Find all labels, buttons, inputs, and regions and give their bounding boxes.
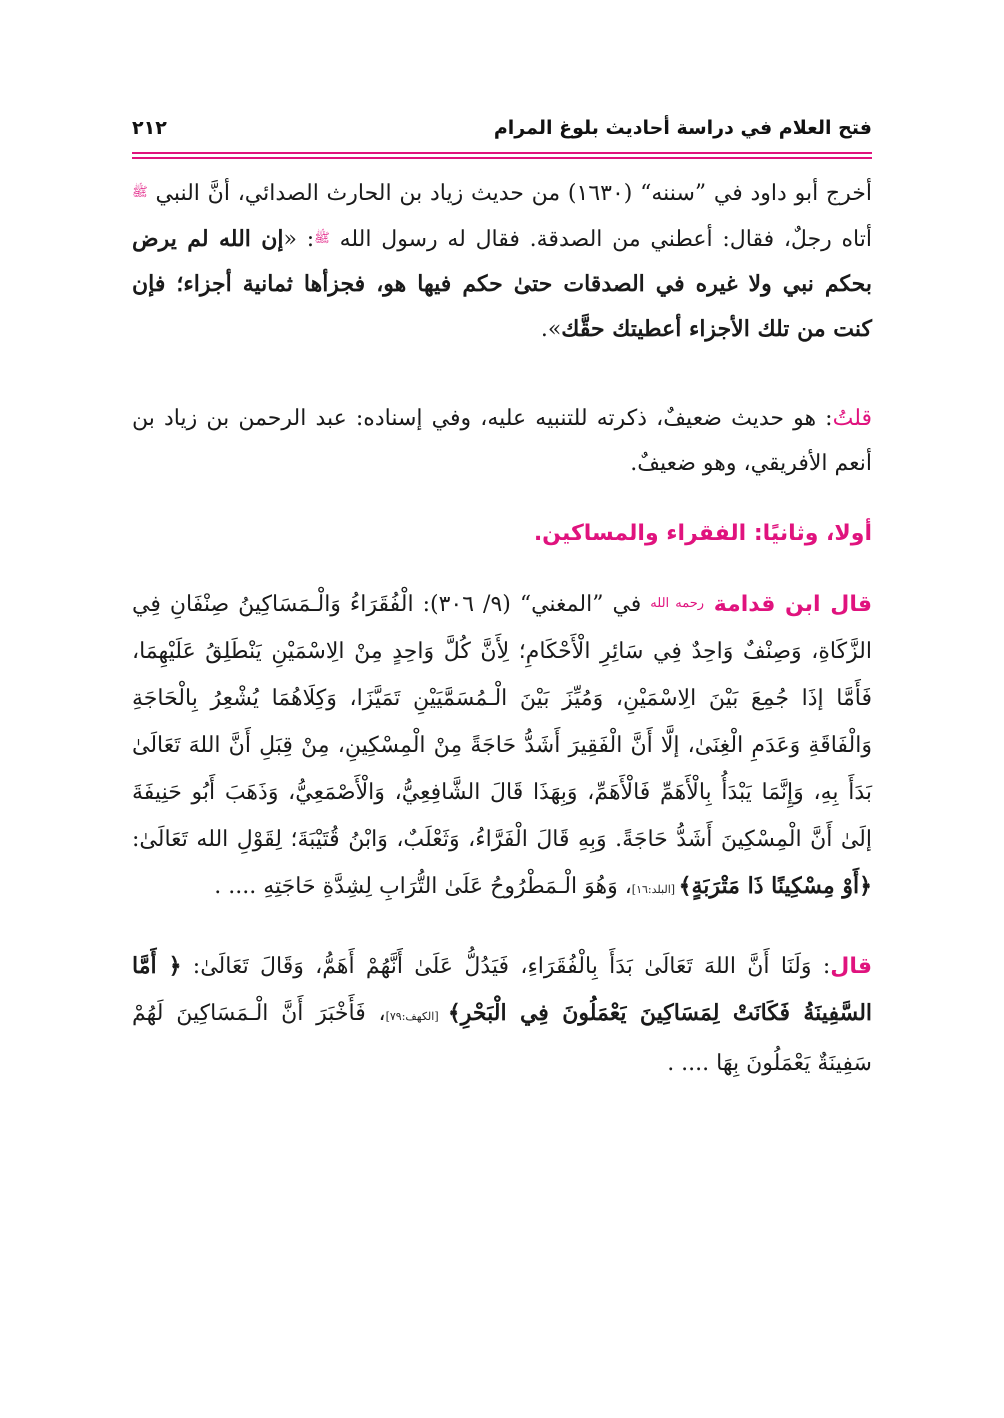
running-header bbox=[132, 110, 872, 146]
book-title: فتح العلام في دراسة أحاديث بلوغ المرام bbox=[493, 117, 872, 139]
hadith-text-2: أتاه رجلٌ، فقال: أعطني من الصدقة. فقال له رسول الله bbox=[329, 227, 872, 252]
verse-reference: [الكهف:٧٩] bbox=[385, 1010, 448, 1023]
hadith-quote: إن الله لم يرض بحكم نبي ولا غيره في الصدقات حتىٰ حكم فيها هو، فجزأها ثمانية أجزاء؛ فإن كنت من تلك الأجزاء أعطيتك حقَّك bbox=[132, 226, 872, 342]
page-body bbox=[132, 170, 872, 1087]
header-rule-bottom bbox=[132, 157, 872, 159]
speaker-label: قال ابن قدامة bbox=[704, 592, 873, 617]
grading-paragraph bbox=[132, 396, 872, 486]
verse-reference: [البلد:١٦] bbox=[631, 883, 679, 896]
hadith-paragraph bbox=[132, 170, 872, 352]
hadith-text-3: : « bbox=[283, 227, 315, 252]
salutation-mark: ﷺ bbox=[132, 185, 148, 200]
quote-text-1: في ”المغني“ (٩/ ٣٠٦): الْفُقَرَاءُ وَالْـمَسَاكِينُ صِنْفَانِ فِي الزَّكَاةِ، وَصِنْفٌ وَاحِدٌ فِي سَائِرِ الْأَحْكَامِ؛ لِأَنَّ كُلَّ وَاحِدٍ مِنْ الِاسْمَيْنِ يَنْطَلِقُ عَلَيْهِمَا، فَأَمَّا إذَا جُمِعَ بَيْنَ الِاسْمَيْنِ، وَمُيِّزَ بَيْنَ الْـمُسَمَّيَيْنِ تَمَيَّزَا، وَكِلَاهُمَا يُشْعِرُ بِالْحَاجَةِ وَالْفَاقَةِ وَعَدَمِ الْغِنَىٰ، إلَّا أَنَّ الْفَقِيرَ أَشَدُّ حَاجَةً مِنْ الْمِسْكِينِ، مِنْ قِبَلِ أَنَّ اللهَ تَعَالَىٰ بَدَأَ بِهِ، وَإِنَّمَا يَبْدَأُ بِالْأَهَمِّ فَالْأَهَمِّ، وَبِهَذَا قَالَ الشَّافِعِيُّ، وَالْأَصْمَعِيُّ، وَذَهَبَ أَبُو حَنِيفَةَ إلَىٰ أَنَّ الْمِسْكِينَ أَشَدُّ حَاجَةً. وَبِهِ قَالَ الْفَرَّاءُ، وَثَعْلَبٌ، وَابْنُ قُتَيْبَةَ؛ لِقَوْلِ الله تَعَالَىٰ: bbox=[132, 592, 872, 852]
qult-label: قلتُ bbox=[832, 406, 872, 431]
grading-text: : هو حديث ضعيفٌ، ذكرته للتنبيه عليه، وفي إسناده: عبد الرحمن بن زياد بن أنعم الأفريقي، وهو ضعيفٌ. bbox=[132, 406, 872, 476]
qala-paragraph bbox=[132, 943, 872, 1087]
rahimahullah-mark: رحمه الله bbox=[650, 596, 705, 611]
quran-verse: ﴿ أَمَّا السَّفِينَةُ فَكَانَتْ لِمَسَاكِينَ يَعْمَلُونَ فِي الْبَحْرِ﴾ bbox=[132, 953, 873, 1026]
speaker-label: قال bbox=[830, 954, 873, 979]
section-heading: أولا، وثانيًا: الفقراء والمساكين. bbox=[533, 521, 872, 546]
quote-text-1: : وَلَنَا أَنَّ اللهَ تَعَالَىٰ بَدَأَ بِالْفُقَرَاءِ، فَيَدُلُّ عَلَىٰ أَنَّهُمْ أَهَمُّ، وَقَالَ تَعَالَىٰ: bbox=[181, 954, 831, 979]
salutation-mark: ﷺ bbox=[314, 231, 330, 246]
quote-text-2: ، وَهُوَ الْـمَطْرُوحُ عَلَىٰ التُّرَابِ لِشِدَّةِ حَاجَتِهِ .... . bbox=[214, 874, 632, 899]
quote-text-2: ، فَأَخْبَرَ أَنَّ الْـمَسَاكِينَ لَهُمْ سَفِينَةٌ يَعْمَلُونَ بِهَا .... . bbox=[132, 1001, 872, 1076]
page-number: ٢١٢ bbox=[132, 117, 167, 139]
header-rule-top bbox=[132, 152, 872, 154]
hadith-text-4: ». bbox=[540, 317, 562, 342]
ibn-qudama-paragraph bbox=[132, 580, 872, 913]
quran-verse: ﴿أَوْ مِسْكِينًا ذَا مَتْرَبَةٍ﴾ bbox=[678, 873, 872, 899]
hadith-text-1: أخرج أبو داود في ”سننه“ (١٦٣٠) من حديث زياد بن الحارث الصدائي، أنَّ النبي bbox=[147, 181, 872, 206]
